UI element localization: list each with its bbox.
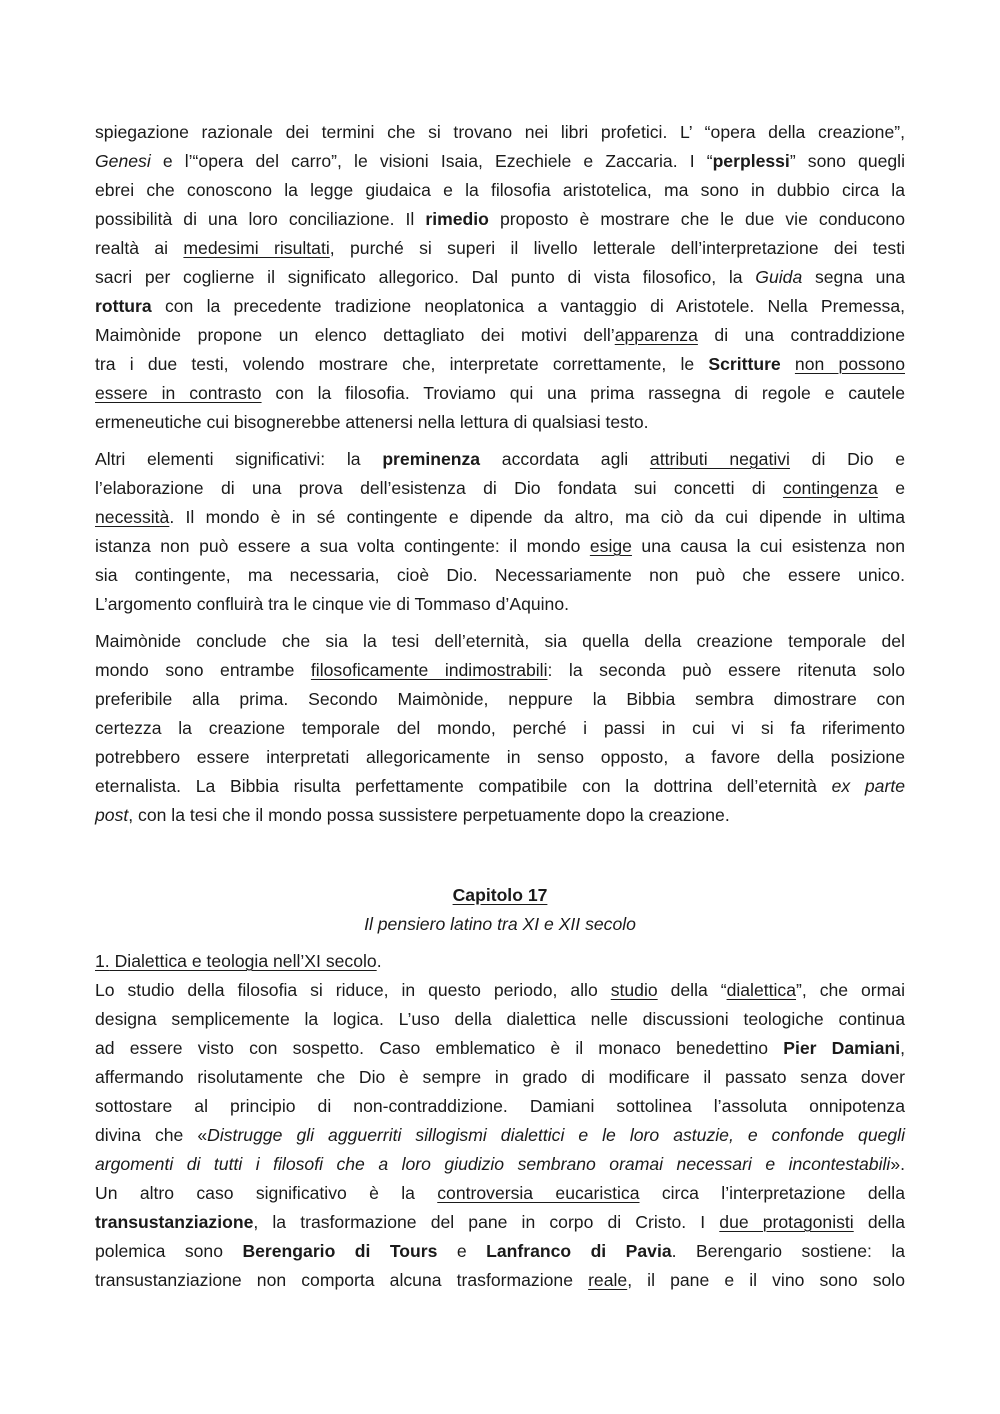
- text-line: [95, 1063, 905, 1092]
- italic-term: ex parte: [831, 776, 905, 796]
- text-line: [95, 532, 905, 561]
- text-line: [95, 263, 905, 292]
- text-line: [95, 714, 905, 743]
- text-line: [95, 445, 905, 474]
- bold-term: transustanziazione: [95, 1212, 254, 1232]
- section-heading: [95, 947, 905, 976]
- text-line: [95, 1005, 905, 1034]
- underlined-term: apparenza: [614, 325, 698, 345]
- text-line: [95, 801, 905, 830]
- text-run: ».: [890, 1154, 905, 1174]
- section-number: 1.: [95, 951, 110, 971]
- text-run: divina che «: [95, 1125, 208, 1145]
- text-run: eternalista. La Bibbia risulta perfettamente compatibile con la dottrina dell’eternità: [95, 776, 832, 796]
- text-run: spiegazione razionale dei termini che si trovano nei libri profetici. L’ “opera della creazione”,: [95, 122, 905, 142]
- text-line: [95, 685, 905, 714]
- text-run: sacri per coglierne il significato allegorico. Dal punto di vista filosofico, la: [95, 267, 756, 287]
- paragraph-eternita: [95, 627, 905, 830]
- underlined-term: essere in contrasto: [95, 383, 262, 403]
- text-run: potrebbero essere interpretati allegoricamente in senso opposto, a favore della posizione: [95, 747, 905, 767]
- text-run: mondo sono entrambe: [95, 660, 311, 680]
- text-run: Un altro caso significativo è la: [95, 1183, 438, 1203]
- text-line: [95, 234, 905, 263]
- text-run: [781, 354, 795, 374]
- bold-term: Scritture: [708, 354, 781, 374]
- text-run: certezza la creazione temporale del mondo, perché i passi in cui vi si fa riferimento: [95, 718, 905, 738]
- text-line: [95, 176, 905, 205]
- chapter-title-line: [95, 881, 905, 910]
- underlined-term: dialettica: [726, 980, 797, 1000]
- text-run: della “: [657, 980, 727, 1000]
- text-line: [95, 1208, 905, 1237]
- text-run: possibilità di una loro conciliazione. Il: [95, 209, 426, 229]
- chapter-heading: [95, 881, 905, 939]
- document-page: [95, 118, 905, 1295]
- paragraph-attributi-negativi: [95, 445, 905, 619]
- text-run: . Il mondo è in sé contingente e dipende da altro, ma ciò da cui dipende in ultima: [169, 507, 905, 527]
- text-run: segna una: [802, 267, 905, 287]
- text-line: [95, 1179, 905, 1208]
- text-line: [95, 561, 905, 590]
- text-line: [95, 118, 905, 147]
- text-line: [95, 408, 905, 437]
- text-run: ebrei che conoscono la legge giudaica e la filosofia aristotelica, ma sono in dubbio circa la: [95, 180, 905, 200]
- text-run: affermando risolutamente che Dio è sempre in grado di modificare il passato senza dover: [95, 1067, 905, 1087]
- text-line: [95, 321, 905, 350]
- paragraph-guida-perplessi: [95, 118, 905, 437]
- text-line: [95, 772, 905, 801]
- text-line: [95, 379, 905, 408]
- underlined-term: reale: [588, 1270, 628, 1290]
- bold-term: rimedio: [425, 209, 489, 229]
- underlined-term: non possono: [794, 354, 905, 374]
- underlined-term: due protagonisti: [719, 1212, 854, 1232]
- text-run: ad essere visto con sospetto. Caso emblematico è il monaco benedettino: [95, 1038, 784, 1058]
- text-run: sottostare al principio di non-contraddizione. Damiani sottolinea l’assoluta onnipotenza: [95, 1096, 905, 1116]
- bold-term: Pier Damiani: [783, 1038, 901, 1058]
- text-run: .: [376, 951, 382, 971]
- text-run: preferibile alla prima. Secondo Maimònide, neppure la Bibbia sembra dimostrare con: [95, 689, 905, 709]
- bold-term: perplessi: [712, 151, 790, 171]
- text-line: [95, 1034, 905, 1063]
- text-run: , la trasformazione del pane in corpo di Cristo. I: [253, 1212, 720, 1232]
- text-run: designa semplicemente la logica. L’uso della dialettica nelle discussioni teologiche continua: [95, 1009, 905, 1029]
- text-run: proposto è mostrare che le due vie conducono: [488, 209, 905, 229]
- text-run: ,: [900, 1038, 905, 1058]
- underlined-term: filosoficamente indimostrabili: [310, 660, 548, 680]
- text-line: [95, 627, 905, 656]
- bold-term: Berengario di Tours: [242, 1241, 438, 1261]
- text-run: ermeneutiche cui bisognerebbe attenersi nella lettura di qualsiasi testo.: [95, 412, 649, 432]
- text-run: accordata agli: [480, 449, 650, 469]
- text-run: L’argomento confluirà tra le cinque vie di Tommaso d’Aquino.: [95, 594, 569, 614]
- underlined-term: necessità: [95, 507, 170, 527]
- text-run: transustanziazione non comporta alcuna trasformazione: [95, 1270, 589, 1290]
- text-run: . Berengario sostiene: la: [671, 1241, 906, 1261]
- text-run: l’elaborazione di una prova dell’esistenza di Dio fondata sui concetti di: [95, 478, 783, 498]
- underlined-term: attributi negativi: [649, 449, 790, 469]
- text-run: Lo studio della filosofia si riduce, in questo periodo, allo: [95, 980, 611, 1000]
- text-run: ” sono quegli: [789, 151, 905, 171]
- underlined-term: studio: [610, 980, 658, 1000]
- text-run: della: [853, 1212, 906, 1232]
- text-run: sia contingente, ma necessaria, cioè Dio. Necessariamente non può che essere unico.: [95, 565, 905, 585]
- italic-term: Genesi: [95, 151, 151, 171]
- text-line: [95, 976, 905, 1005]
- text-run: ”, che ormai: [796, 980, 905, 1000]
- text-line: [95, 1237, 905, 1266]
- text-run: , il pane e il vino sono solo: [627, 1270, 905, 1290]
- text-run: , con la tesi che il mondo possa sussistere perpetuamente dopo la creazione.: [128, 805, 730, 825]
- text-line: [95, 474, 905, 503]
- text-run: : la seconda può essere ritenuta solo: [547, 660, 906, 680]
- text-line: [95, 147, 905, 176]
- text-run: Altri elementi significativi: la: [95, 449, 383, 469]
- text-run: con la filosofia. Troviamo qui una prima rassegna di regole e cautele: [261, 383, 905, 403]
- text-run: e: [437, 1241, 487, 1261]
- italic-term: post: [95, 805, 129, 825]
- text-run: tra i due testi, volendo mostrare che, interpretate correttamente, le: [95, 354, 709, 374]
- italic-quote: Distrugge gli agguerriti sillogismi dialettici e le loro astuzie, e confonde quegli: [207, 1125, 905, 1145]
- bold-term: Lanfranco di Pavia: [486, 1241, 672, 1261]
- text-line: [95, 503, 905, 532]
- text-line: [95, 1266, 905, 1295]
- underlined-term: medesimi risultati: [183, 238, 330, 258]
- underlined-term: esige: [589, 536, 632, 556]
- text-run: istanza non può essere a sua volta contingente: il mondo: [95, 536, 590, 556]
- text-run: realtà ai: [95, 238, 184, 258]
- text-run: polemica sono: [95, 1241, 243, 1261]
- text-run: , purché si superi il livello letterale dell’interpretazione dei testi: [329, 238, 906, 258]
- text-run: di una contraddizione: [697, 325, 905, 345]
- text-run: e: [877, 478, 905, 498]
- text-line: [95, 1150, 905, 1179]
- underlined-term: controversia eucaristica: [437, 1183, 640, 1203]
- text-run: circa l’interpretazione della: [639, 1183, 905, 1203]
- section-heading-text: Dialettica e teologia nell’XI secolo: [109, 951, 377, 971]
- italic-term: Guida: [755, 267, 803, 287]
- text-line: [95, 743, 905, 772]
- text-line: [95, 1121, 905, 1150]
- chapter-subtitle: Il pensiero latino tra XI e XII secolo: [364, 914, 636, 934]
- bold-term: rottura: [95, 296, 152, 316]
- italic-quote: argomenti di tutti i filosofi che a loro giudizio sembrano oramai necessari e incontestabili: [95, 1154, 891, 1174]
- underlined-term: contingenza: [782, 478, 878, 498]
- text-run: e l’“opera del carro”, le visioni Isaia, Ezechiele e Zaccaria. I “: [150, 151, 713, 171]
- text-line: [95, 292, 905, 321]
- text-run: una causa la cui esistenza non: [631, 536, 905, 556]
- section-dialettica: [95, 947, 905, 1295]
- text-line: [95, 590, 905, 619]
- bold-term: preminenza: [382, 449, 481, 469]
- text-run: Maimònide conclude che sia la tesi dell’eternità, sia quella della creazione temporale del: [95, 631, 905, 651]
- text-run: con la precedente tradizione neoplatonica a vantaggio di Aristotele. Nella Premessa,: [151, 296, 905, 316]
- text-line: [95, 656, 905, 685]
- text-line: [95, 1092, 905, 1121]
- text-line: [95, 350, 905, 379]
- text-run: di Dio e: [789, 449, 905, 469]
- text-line: [95, 205, 905, 234]
- text-run: Maimònide propone un elenco dettagliato dei motivi dell’: [95, 325, 615, 345]
- chapter-title: Capitolo 17: [452, 885, 548, 905]
